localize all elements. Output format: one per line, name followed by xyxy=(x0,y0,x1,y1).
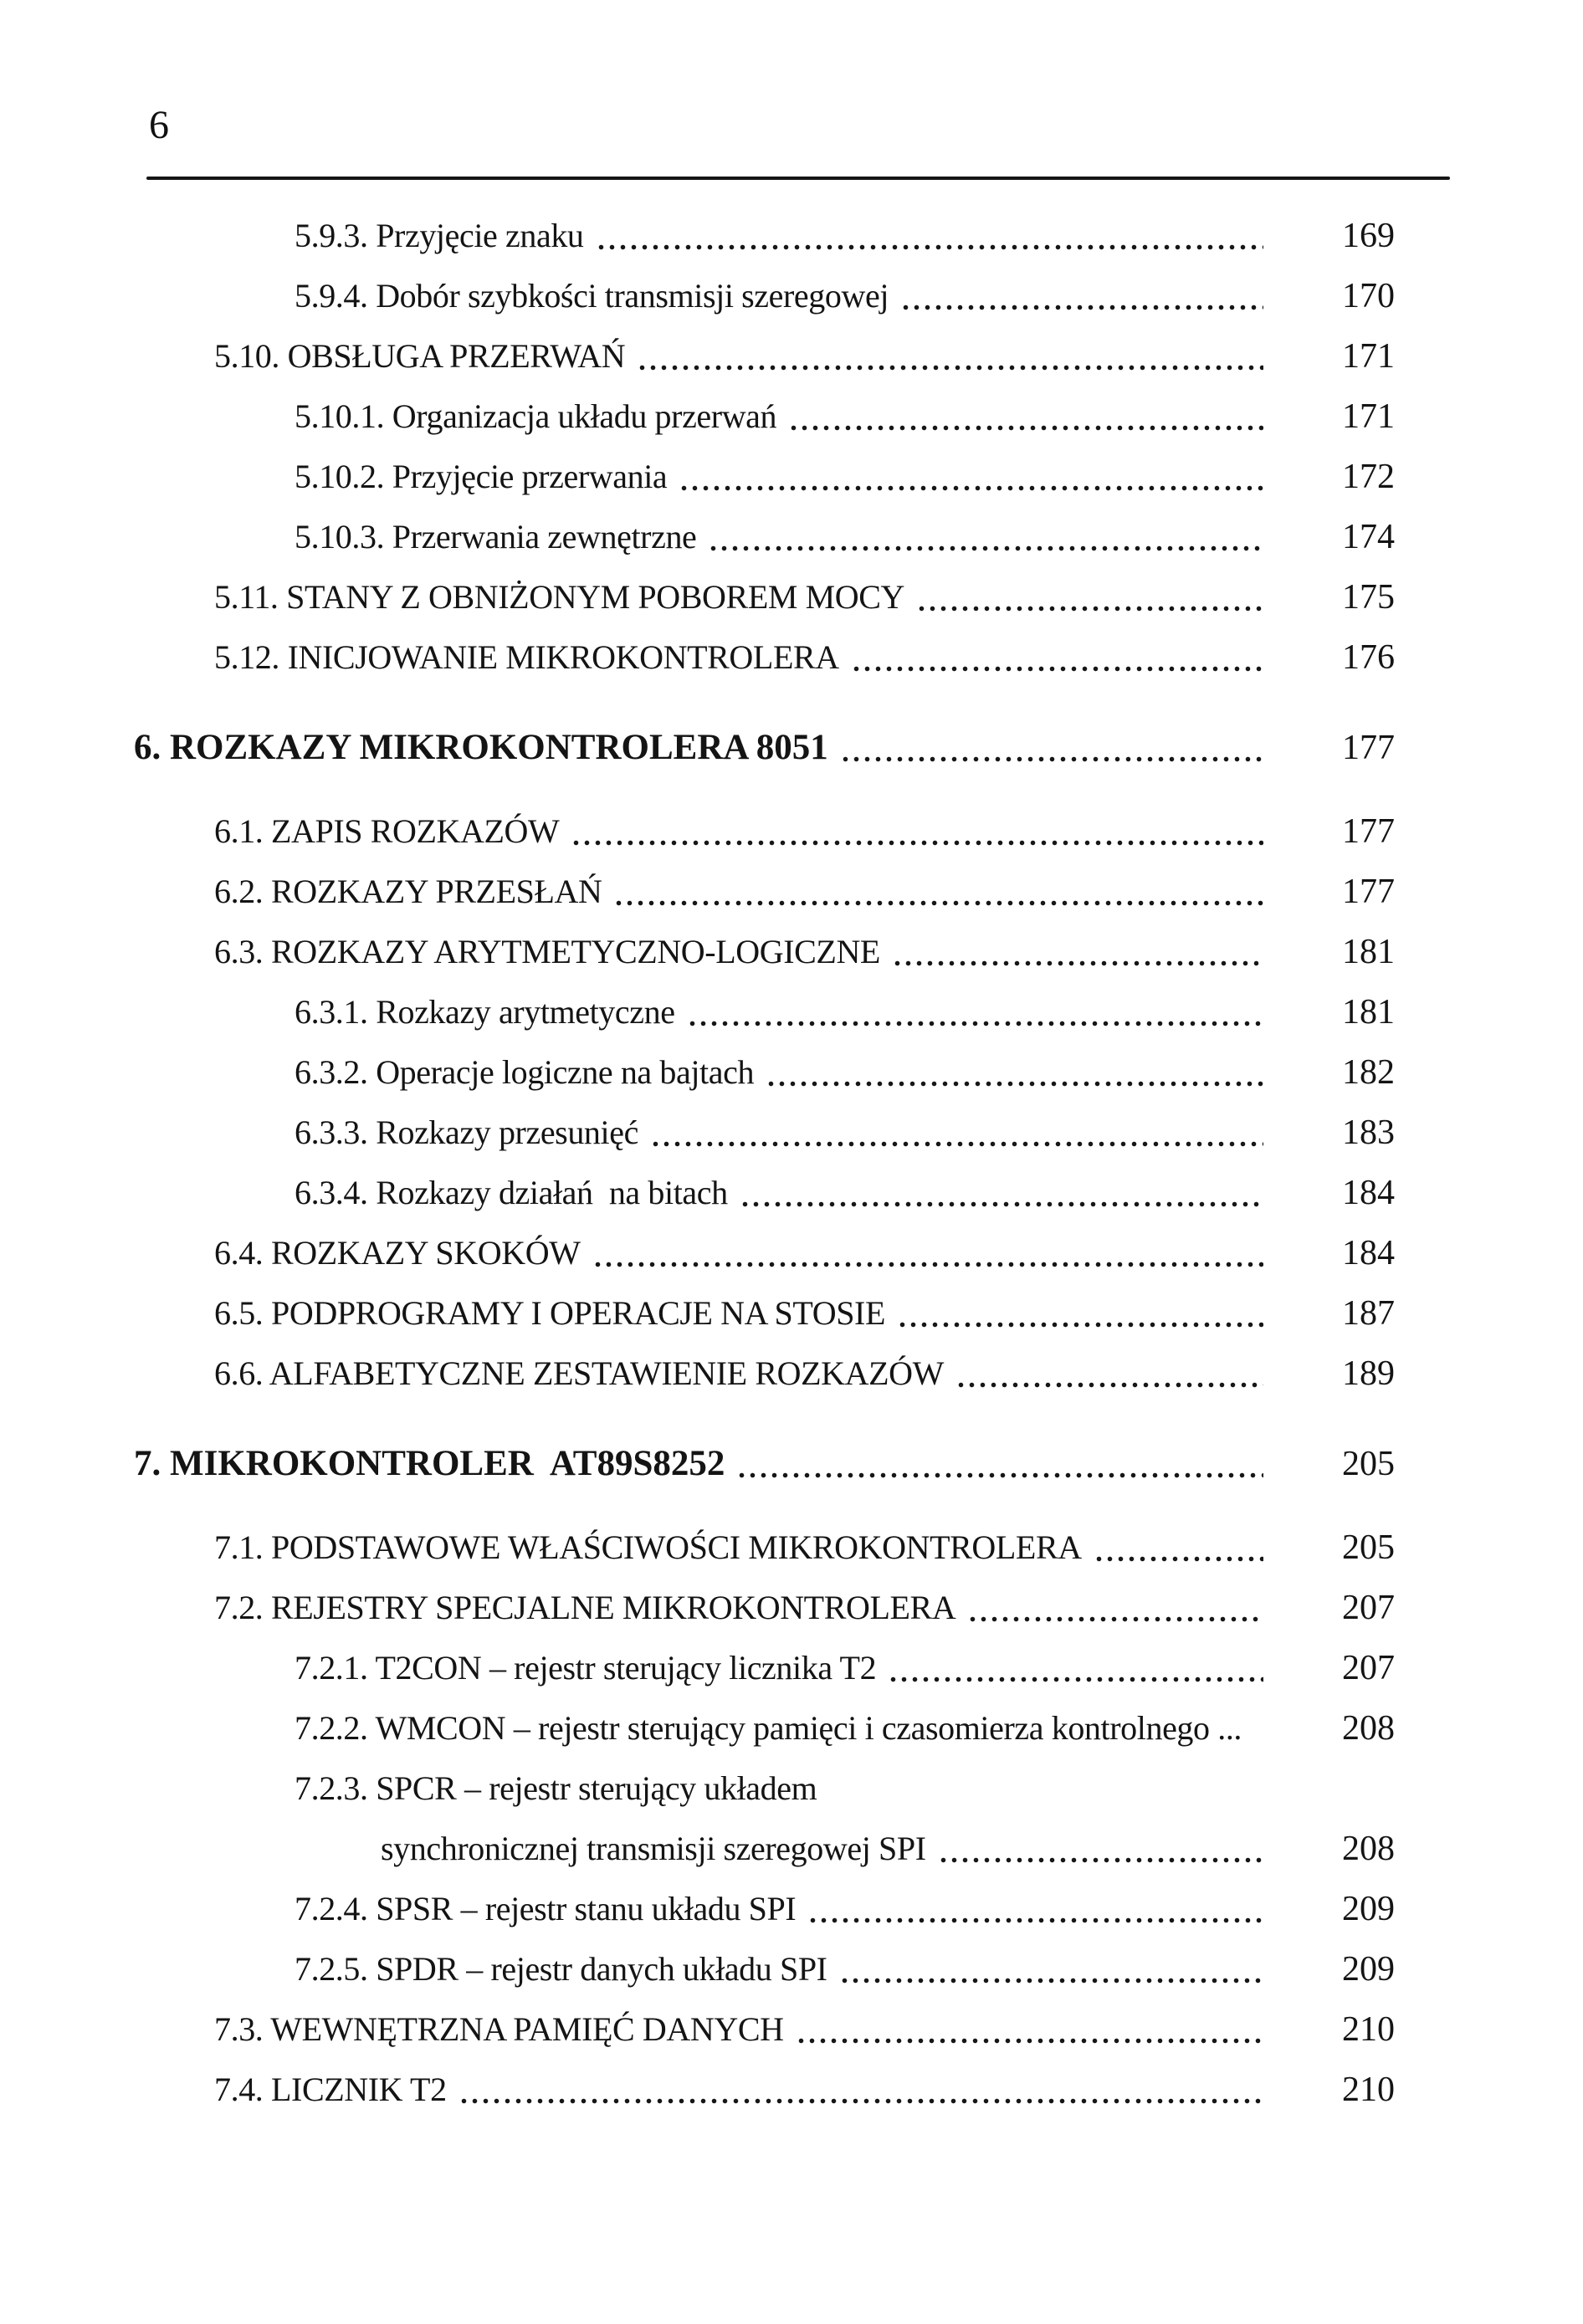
toc-entry xyxy=(0,1999,1583,2060)
toc-entry xyxy=(0,1638,1583,1698)
dot-leader xyxy=(955,1380,1263,1390)
toc-entry-label: 5.11. STANY Z OBNIŻONYM POBOREM MOCY xyxy=(214,578,905,616)
toc-entry-page: 208 xyxy=(1342,1709,1395,1748)
toc-entry xyxy=(0,326,1583,386)
toc-entry xyxy=(0,801,1583,862)
toc-entry-page: 205 xyxy=(1342,1445,1395,1483)
toc-entry xyxy=(0,718,1583,778)
toc-entry-label: 6.3.3. Rozkazy przesunięć xyxy=(295,1113,638,1151)
header-rule xyxy=(146,177,1450,180)
dot-leader xyxy=(900,303,1263,312)
dot-leader xyxy=(851,664,1263,673)
toc-entry-page: 172 xyxy=(1342,458,1395,496)
toc-entry-page: 181 xyxy=(1342,993,1395,1031)
toc-entry xyxy=(0,507,1583,567)
toc-entry xyxy=(0,1819,1583,1879)
toc-entry-page: 181 xyxy=(1342,933,1395,971)
toc-entry xyxy=(0,1518,1583,1578)
dot-leader xyxy=(596,243,1263,252)
toc-entry-label: 6.1. ZAPIS ROZKAZÓW xyxy=(214,812,560,850)
toc-entry-label: 6.6. ALFABETYCZNE ZESTAWIENIE ROZKAZÓW xyxy=(214,1354,944,1392)
dot-leader xyxy=(1253,1735,1263,1744)
dot-leader xyxy=(740,1200,1263,1209)
dot-leader xyxy=(796,2036,1263,2045)
toc-entry xyxy=(0,266,1583,326)
toc-entry xyxy=(0,1879,1583,1939)
toc-entry-page: 177 xyxy=(1342,729,1395,767)
dot-leader xyxy=(788,423,1263,433)
toc-entry-label: 5.10.1. Organizacja układu przerwań xyxy=(295,397,777,435)
dot-leader xyxy=(459,2096,1263,2106)
toc-entry xyxy=(0,1103,1583,1163)
toc-entry-page: 176 xyxy=(1342,638,1395,677)
toc-entry xyxy=(0,386,1583,447)
toc-entry-page: 177 xyxy=(1342,812,1395,851)
toc-entry-page: 169 xyxy=(1342,217,1395,255)
toc-entry-label: 7.4. LICZNIK T2 xyxy=(214,2071,447,2108)
toc-entry-page: 177 xyxy=(1342,873,1395,911)
toc-entry-page: 189 xyxy=(1342,1354,1395,1393)
toc-entry-page: 187 xyxy=(1342,1294,1395,1333)
toc-entry-page: 207 xyxy=(1342,1589,1395,1627)
toc-entry-label: 6.2. ROZKAZY PRZESŁAŃ xyxy=(214,873,602,910)
toc-entry xyxy=(0,1758,1583,1819)
toc-entry xyxy=(0,1223,1583,1283)
toc-entry-label: 5.10.3. Przerwania zewnętrzne xyxy=(295,518,697,555)
toc-entry-label: synchronicznej transmisji szeregowej SPI xyxy=(381,1830,926,1867)
toc-entry-page: 207 xyxy=(1342,1649,1395,1687)
dot-leader xyxy=(1094,1554,1263,1564)
dot-leader xyxy=(766,1079,1263,1088)
toc-entry-page: 175 xyxy=(1342,578,1395,617)
toc-entry xyxy=(0,1283,1583,1344)
dot-leader xyxy=(892,959,1263,968)
toc-entry-label: 7.2. REJESTRY SPECJALNE MIKROKONTROLERA xyxy=(214,1589,956,1626)
dot-leader xyxy=(650,1139,1263,1149)
toc-entry xyxy=(0,567,1583,627)
toc-entry xyxy=(0,1939,1583,1999)
toc-entry-page: 208 xyxy=(1342,1830,1395,1868)
toc-entry xyxy=(0,1434,1583,1494)
toc-entry-page: 209 xyxy=(1342,1890,1395,1928)
toc-entry xyxy=(0,206,1583,266)
toc-entry xyxy=(0,1344,1583,1404)
toc-entry-label: 6.3.2. Operacje logiczne na bajtach xyxy=(295,1053,755,1091)
toc-entry xyxy=(0,922,1583,982)
dot-leader xyxy=(840,755,1263,764)
dot-leader xyxy=(807,1916,1263,1925)
toc-entry-label: 5.10. OBSŁUGA PRZERWAŃ xyxy=(214,337,626,375)
dot-leader xyxy=(708,544,1263,553)
toc-entry-label: 7. MIKROKONTROLER AT89S8252 xyxy=(134,1444,725,1483)
dot-leader xyxy=(736,1471,1263,1480)
dot-leader xyxy=(938,1856,1263,1865)
dot-leader xyxy=(613,898,1263,908)
dot-leader xyxy=(888,1675,1263,1684)
toc-entry-label: 5.12. INICJOWANIE MIKROKONTROLERA xyxy=(214,638,839,676)
toc-entry-page: 183 xyxy=(1342,1113,1395,1152)
toc-entry-page: 184 xyxy=(1342,1234,1395,1272)
toc-entry-page xyxy=(1315,1758,1395,1819)
toc-entry-label: 7.2.3. SPCR – rejestr sterujący układem xyxy=(295,1769,817,1807)
toc-entry-label: 7.3. WEWNĘTRZNA PAMIĘĆ DANYCH xyxy=(214,2010,784,2048)
toc-entry xyxy=(0,627,1583,688)
dot-leader xyxy=(897,1320,1263,1329)
dot-leader xyxy=(828,1795,1263,1804)
toc-entry-label: 7.1. PODSTAWOWE WŁAŚCIWOŚCI MIKROKONTROLERA xyxy=(214,1528,1082,1566)
toc-entry xyxy=(0,447,1583,507)
toc-entry-page: 210 xyxy=(1342,2071,1395,2109)
toc-entry-page: 182 xyxy=(1342,1053,1395,1092)
dot-leader xyxy=(967,1615,1263,1624)
dot-leader xyxy=(679,484,1263,493)
toc-entry-label: 6. ROZKAZY MIKROKONTROLERA 8051 xyxy=(134,728,828,767)
toc-entry xyxy=(0,982,1583,1042)
toc-entry-label: 6.3.4. Rozkazy działań na bitach xyxy=(295,1174,728,1211)
toc-entry xyxy=(0,1698,1583,1758)
toc-entry xyxy=(0,1163,1583,1223)
toc-entry-page: 171 xyxy=(1342,397,1395,436)
dot-leader xyxy=(839,1976,1263,1985)
toc-entry-label: 5.10.2. Przyjęcie przerwania xyxy=(295,458,668,495)
toc-entry-page: 184 xyxy=(1342,1174,1395,1212)
toc-entry-page: 170 xyxy=(1342,277,1395,315)
toc-entry-page: 210 xyxy=(1342,2010,1395,2049)
toc-entry-label: 6.3. ROZKAZY ARYTMETYCZNO-LOGICZNE xyxy=(214,933,880,970)
toc-entry-label: 5.9.3. Przyjęcie znaku xyxy=(295,217,584,254)
toc-entry-page: 205 xyxy=(1342,1528,1395,1567)
toc-entry xyxy=(0,1578,1583,1638)
toc-entry-label: 7.2.1. T2CON – rejestr sterujący licznika T2 xyxy=(295,1649,877,1687)
toc-entry-page: 171 xyxy=(1342,337,1395,376)
page-number: 6 xyxy=(149,103,169,147)
toc-entry xyxy=(0,2060,1583,2120)
toc-entry-label: 6.4. ROZKAZY SKOKÓW xyxy=(214,1234,581,1272)
toc-entry-label: 7.2.5. SPDR – rejestr danych układu SPI xyxy=(295,1950,827,1988)
dot-leader xyxy=(592,1260,1263,1269)
dot-leader xyxy=(687,1019,1263,1028)
toc-entry-label: 7.2.4. SPSR – rejestr stanu układu SPI xyxy=(295,1890,797,1927)
dot-leader xyxy=(571,838,1263,847)
toc-entry-page: 174 xyxy=(1342,518,1395,556)
toc-entry-label: 6.5. PODPROGRAMY I OPERACJE NA STOSIE xyxy=(214,1294,885,1332)
toc-entry-page: 209 xyxy=(1342,1950,1395,1989)
toc-entry-label: 7.2.2. WMCON – rejestr sterujący pamięci i czasomierza kontrolnego ... xyxy=(295,1709,1242,1747)
toc-entry-label: 5.9.4. Dobór szybkości transmisji szeregowej xyxy=(295,277,889,315)
dot-leader xyxy=(916,604,1263,613)
toc-entry xyxy=(0,862,1583,922)
toc-list xyxy=(0,206,1583,2120)
dot-leader xyxy=(637,363,1263,372)
toc-entry xyxy=(0,1042,1583,1103)
toc-entry-label: 6.3.1. Rozkazy arytmetyczne xyxy=(295,993,675,1031)
